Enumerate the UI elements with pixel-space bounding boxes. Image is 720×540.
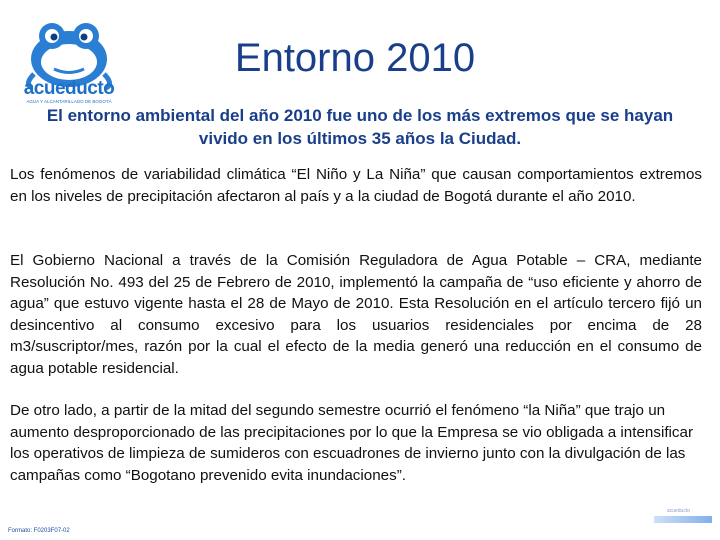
footer-format-code: Formato: F0203F07-02: [8, 528, 70, 534]
paragraph-climate: Los fenómenos de variabilidad climática “El Niño y La Niña” que causan comportamientos extremos en los niveles de precipitación afectaron al país y a la ciudad de Bogotá durante el año 2010.: [10, 166, 702, 205]
page-subtitle: El entorno ambiental del año 2010 fue uno de los más extremos que se hayan vivido en los últimos 35 años la Ciudad.: [46, 106, 674, 148]
page-title: Entorno 2010: [234, 36, 476, 80]
logo-wordmark: acueducto: [23, 78, 115, 99]
footer-brand-mark: acueducto: [666, 508, 690, 514]
logo-tagline: AGUA Y ALCANTARILLADO DE BOGOTÁ: [26, 99, 112, 104]
paragraph-resolution: El Gobierno Nacional a través de la Comisión Reguladora de Agua Potable – CRA, mediante Resolución No. 493 del 25 de Febrero de 2010, implementó la campaña de “uso eficiente y ahorro de agua” que estuvo vigente hasta el 28 de Mayo de 2010. Esta Resolución en el artículo tercero fijó un desincentivo al consumo excesivo para los usuarios residenciales por encima de 28 m3/suscriptor/mes, razón por la cual el efecto de la media generó una reducción en el consumo de agua potable residencial.: [10, 252, 702, 377]
paragraph-la-nina: De otro lado, a partir de la mitad del segundo semestre ocurrió el fenómeno “la Niña” que trajo un aumento desproporcionado de las precipitaciones por lo que la Empresa se vio obligada a intensificar los operativos de limpieza de sumideros con escuadrones de invierno junto con la divulgación de las campañas como “Bogotano prevenido evita inundaciones”.: [10, 402, 694, 484]
footer-accent-bar: [654, 516, 712, 523]
